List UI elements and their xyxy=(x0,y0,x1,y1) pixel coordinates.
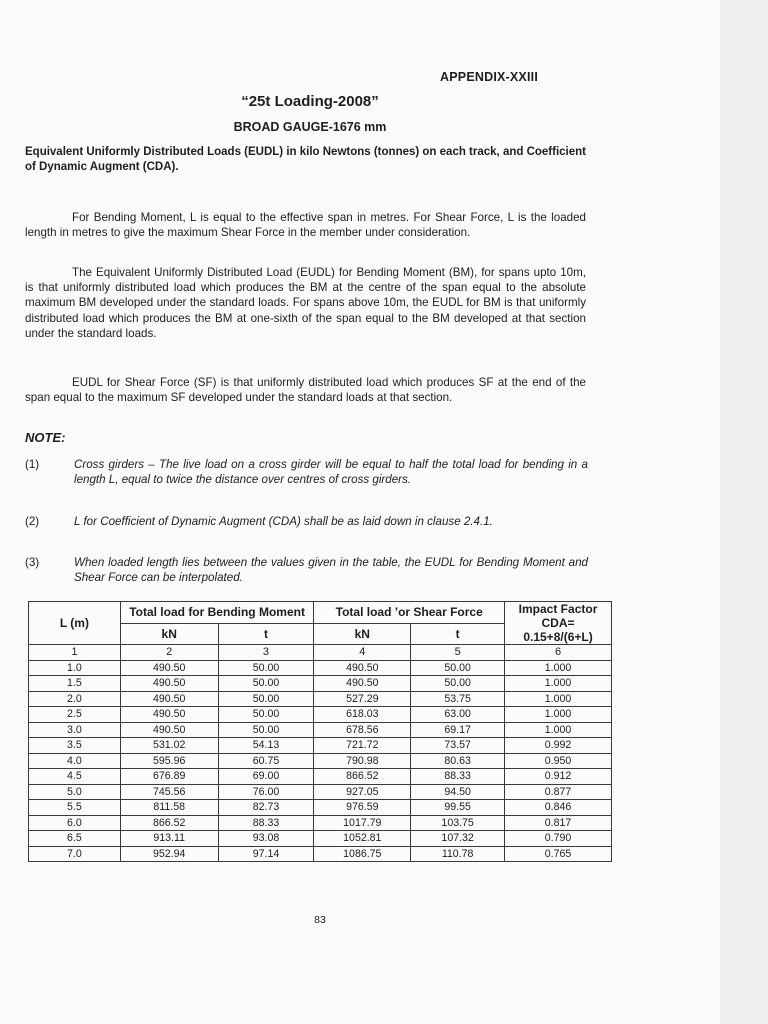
document-subtitle: BROAD GAUGE-1676 mm xyxy=(233,120,387,134)
table-cell: 952.94 xyxy=(120,846,218,862)
table-cell: 110.78 xyxy=(411,846,505,862)
table-row xyxy=(29,691,612,707)
table-cell: 88.33 xyxy=(218,815,314,831)
table-body xyxy=(29,660,612,862)
table-row xyxy=(29,707,612,723)
note-title: NOTE: xyxy=(25,430,66,445)
table-cell: 0.992 xyxy=(505,738,612,754)
table-cell: 0.765 xyxy=(505,846,612,862)
table-cell: 0.912 xyxy=(505,769,612,785)
appendix-label: APPENDIX-XXIII xyxy=(440,70,538,84)
page-number: 83 xyxy=(314,914,326,926)
table-row xyxy=(29,676,612,692)
table-cell: 1.000 xyxy=(505,691,612,707)
table-cell: 50.00 xyxy=(218,691,314,707)
table-cell: 490.50 xyxy=(120,676,218,692)
header-kn-shear: kN xyxy=(314,623,411,645)
table-cell: 6.0 xyxy=(29,815,121,831)
table-cell: 531.02 xyxy=(120,738,218,754)
header-impact-line1: Impact Factor xyxy=(518,602,598,616)
table-cell: 811.58 xyxy=(120,800,218,816)
table-row xyxy=(29,753,612,769)
table-cell: 50.00 xyxy=(218,676,314,692)
table-cell: 69.17 xyxy=(411,722,505,738)
table-cell: 69.00 xyxy=(218,769,314,785)
column-number: 1 xyxy=(29,645,121,661)
table-cell: 913.11 xyxy=(120,831,218,847)
column-number-row xyxy=(29,645,612,661)
table-cell: 2.0 xyxy=(29,691,121,707)
table-cell: 866.52 xyxy=(314,769,411,785)
table-cell: 93.08 xyxy=(218,831,314,847)
table-cell: 2.5 xyxy=(29,707,121,723)
table-cell: 527.29 xyxy=(314,691,411,707)
header-impact-line2: CDA= xyxy=(541,616,575,630)
table-cell: 0.790 xyxy=(505,831,612,847)
table-cell: 927.05 xyxy=(314,784,411,800)
table-cell: 7.0 xyxy=(29,846,121,862)
table-cell: 50.00 xyxy=(218,722,314,738)
table-row xyxy=(29,815,612,831)
table-cell: 976.59 xyxy=(314,800,411,816)
table-cell: 5.0 xyxy=(29,784,121,800)
table-cell: 1017.79 xyxy=(314,815,411,831)
table-row xyxy=(29,722,612,738)
table-cell: 50.00 xyxy=(411,660,505,676)
table-cell: 53.75 xyxy=(411,691,505,707)
column-number: 2 xyxy=(120,645,218,661)
table-cell: 490.50 xyxy=(120,707,218,723)
document-title: “25t Loading-2008” xyxy=(241,93,379,110)
table-cell: 866.52 xyxy=(120,815,218,831)
header-impact-line3: 0.15+8/(6+L) xyxy=(523,630,593,644)
table-cell: 107.32 xyxy=(411,831,505,847)
header-t-bending: t xyxy=(218,623,314,645)
scan-margin xyxy=(720,0,768,1024)
table-cell: 490.50 xyxy=(314,660,411,676)
table-row xyxy=(29,660,612,676)
eudl-table xyxy=(28,601,612,862)
header-kn-bending: kN xyxy=(120,623,218,645)
table-row xyxy=(29,738,612,754)
note-number: (1) xyxy=(25,458,40,471)
table-cell: 82.73 xyxy=(218,800,314,816)
note-text: Cross girders – The live load on a cross girder will be equal to half the total load for bending in a length L, equal to twice the distance over centres of cross girders. xyxy=(74,458,588,487)
table-cell: 99.55 xyxy=(411,800,505,816)
table-cell: 1086.75 xyxy=(314,846,411,862)
table-cell: 88.33 xyxy=(411,769,505,785)
table-cell: 1.000 xyxy=(505,660,612,676)
table-row xyxy=(29,769,612,785)
table-row xyxy=(29,784,612,800)
table-cell: 1052.81 xyxy=(314,831,411,847)
table-cell: 490.50 xyxy=(120,691,218,707)
table-cell: 63.00 xyxy=(411,707,505,723)
column-number: 6 xyxy=(505,645,612,661)
table-cell: 76.00 xyxy=(218,784,314,800)
note-text: When loaded length lies between the values given in the table, the EUDL for Bending Moment and Shear Force can be interpolated. xyxy=(74,556,588,585)
note-number: (3) xyxy=(25,556,40,569)
table-cell: 73.57 xyxy=(411,738,505,754)
table-cell: 97.14 xyxy=(218,846,314,862)
table-cell: 4.5 xyxy=(29,769,121,785)
note-number: (2) xyxy=(25,515,40,528)
section-heading: Equivalent Uniformly Distributed Loads (EUDL) in kilo Newtons (tonnes) on each track, and Coefficient of Dynamic Augment (CDA). xyxy=(25,146,587,173)
table-cell: 0.817 xyxy=(505,815,612,831)
table-cell: 3.0 xyxy=(29,722,121,738)
table-cell: 721.72 xyxy=(314,738,411,754)
table-cell: 50.00 xyxy=(411,676,505,692)
table-cell: 790.98 xyxy=(314,753,411,769)
table-cell: 6.5 xyxy=(29,831,121,847)
column-number: 4 xyxy=(314,645,411,661)
table-cell: 0.950 xyxy=(505,753,612,769)
table-cell: 1.000 xyxy=(505,722,612,738)
table-cell: 1.0 xyxy=(29,660,121,676)
header-bending: Total load for Bending Moment xyxy=(120,602,314,624)
paragraph-bending-shear: For Bending Moment, L is equal to the effective span in metres. For Shear Force, L is the loaded length in metres to give the maximum Shear Force in the member under consideration. xyxy=(25,211,586,240)
table-cell: 1.000 xyxy=(505,676,612,692)
table-cell: 54.13 xyxy=(218,738,314,754)
table-cell: 0.877 xyxy=(505,784,612,800)
column-number: 3 xyxy=(218,645,314,661)
table-cell: 1.5 xyxy=(29,676,121,692)
table-cell: 678.56 xyxy=(314,722,411,738)
note-text: L for Coefficient of Dynamic Augment (CDA) shall be as laid down in clause 2.4.1. xyxy=(74,515,493,528)
table-cell: 618.03 xyxy=(314,707,411,723)
table-cell: 5.5 xyxy=(29,800,121,816)
table-cell: 80.63 xyxy=(411,753,505,769)
header-shear: Total load ’or Shear Force xyxy=(314,602,505,624)
table-cell: 4.0 xyxy=(29,753,121,769)
header-t-shear: t xyxy=(411,623,505,645)
table-cell: 103.75 xyxy=(411,815,505,831)
table-cell: 1.000 xyxy=(505,707,612,723)
header-l: L (m) xyxy=(29,602,121,645)
table-cell: 490.50 xyxy=(120,722,218,738)
table-cell: 595.96 xyxy=(120,753,218,769)
table-row xyxy=(29,800,612,816)
table-cell: 94.50 xyxy=(411,784,505,800)
paragraph-eudl-bm: The Equivalent Uniformly Distributed Load (EUDL) for Bending Moment (BM), for spans upto 10m, is that uniformly distributed load which produces the BM at the centre of the span equal to the absolute maximum BM developed under the standard loads. For spans above 10m, the EUDL for BM is that uniformly distributed load which produces the BM at one-sixth of the span equal to the BM developed at that section under the standard loads. xyxy=(25,266,586,340)
header-impact xyxy=(505,602,612,645)
table-cell: 3.5 xyxy=(29,738,121,754)
column-number: 5 xyxy=(411,645,505,661)
table-cell: 50.00 xyxy=(218,707,314,723)
table-cell: 60.75 xyxy=(218,753,314,769)
table-cell: 490.50 xyxy=(120,660,218,676)
table-cell: 745.56 xyxy=(120,784,218,800)
paragraph-eudl-sf: EUDL for Shear Force (SF) is that uniformly distributed load which produces SF at the end of the span equal to the maximum SF developed under the standard loads at that section. xyxy=(25,376,586,405)
table-row xyxy=(29,846,612,862)
table-cell: 0.846 xyxy=(505,800,612,816)
table-cell: 50.00 xyxy=(218,660,314,676)
table-cell: 676.89 xyxy=(120,769,218,785)
table-cell: 490.50 xyxy=(314,676,411,692)
table-row xyxy=(29,831,612,847)
